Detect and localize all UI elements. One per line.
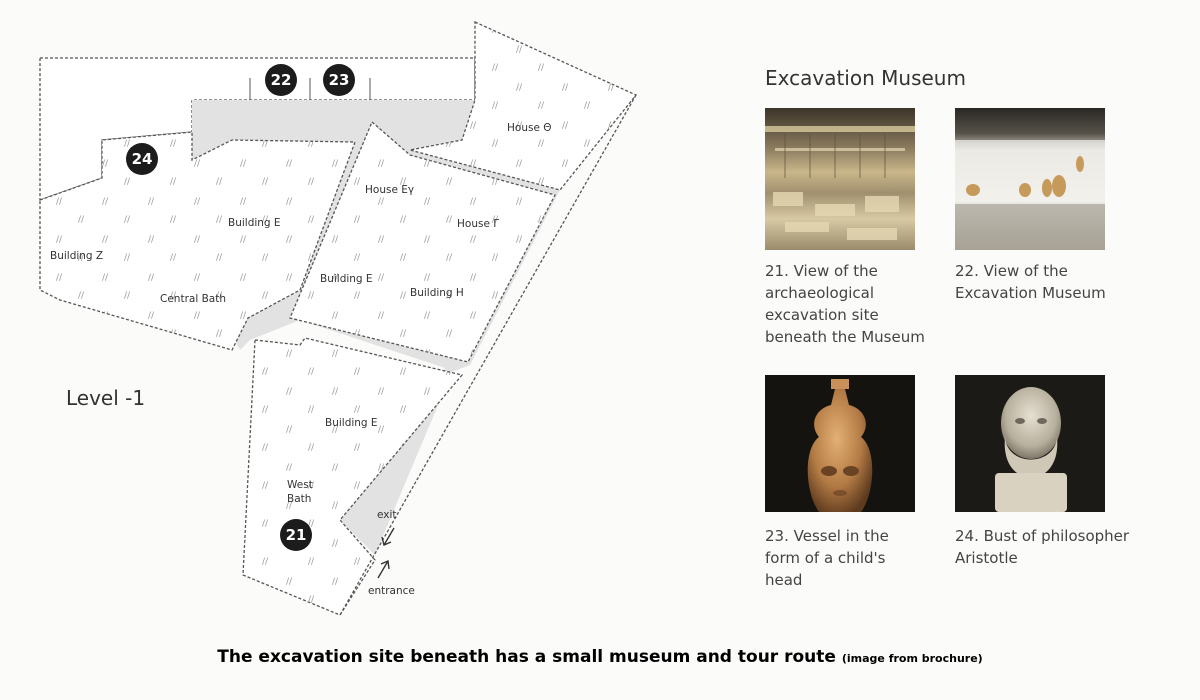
label-building-e-upper: Building E: [228, 217, 281, 229]
label-west-bath-line1: West: [287, 479, 313, 491]
label-exit: exit: [377, 509, 397, 521]
marker-23[interactable]: [323, 64, 355, 96]
label-building-e-mid: Building E: [320, 273, 373, 285]
label-central-bath: Central Bath: [160, 293, 226, 305]
level-label: Level -1: [66, 386, 146, 410]
caption-21: 21. View of the archaeological excavation site beneath the Museum: [765, 262, 925, 346]
label-building-z: Building Z: [50, 250, 104, 262]
entrance-arrow-icon: [378, 561, 389, 578]
svg-text:24: 24: [131, 150, 153, 168]
footer-caption: [0, 647, 1200, 667]
photo-vessel-child-head: [765, 375, 915, 512]
label-house-theta: House Θ: [507, 122, 552, 134]
marker-22[interactable]: [265, 64, 297, 96]
label-entrance: entrance: [368, 585, 415, 597]
svg-text:21: 21: [285, 526, 307, 544]
label-house-epsilon-gamma: House Εγ: [365, 184, 415, 196]
museum-title: Excavation Museum: [765, 66, 966, 90]
footer-main-text: The excavation site beneath has a small museum and tour route: [217, 647, 836, 667]
label-house-gamma: House Γ: [457, 218, 500, 230]
caption-24: 24. Bust of philosopher Aristotle: [955, 527, 1130, 567]
photo-excavation-site: [765, 108, 915, 250]
marker-24[interactable]: [126, 143, 158, 175]
svg-text:23: 23: [328, 71, 350, 89]
caption-22: 22. View of the Excavation Museum: [955, 262, 1106, 302]
marker-21[interactable]: [280, 519, 312, 551]
svg-text:22: 22: [270, 71, 292, 89]
footer-note-text: (image from brochure): [841, 652, 983, 665]
label-building-e-lower: Building E: [325, 417, 378, 429]
lower-building-area: [243, 338, 462, 615]
photo-excavation-museum: [955, 108, 1105, 250]
caption-23: 23. Vessel in the form of a child's head: [765, 527, 889, 589]
label-west-bath-line2: Bath: [287, 493, 312, 505]
photo-aristotle-bust: [955, 375, 1105, 512]
label-building-h: Building H: [410, 287, 464, 299]
